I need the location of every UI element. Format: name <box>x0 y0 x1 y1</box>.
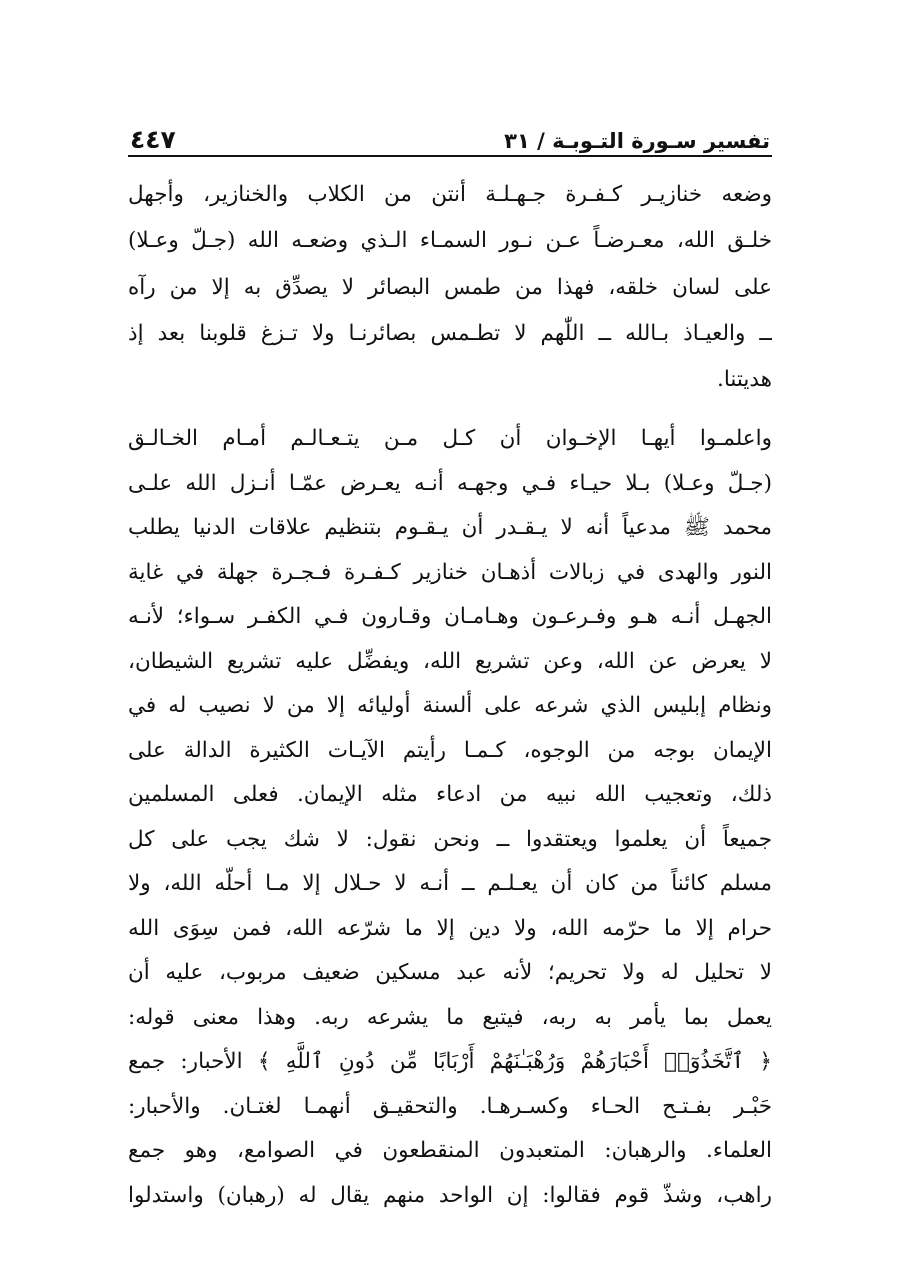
text-line: واعلمـوا أيهـا الإخـوان أن كـل مـن يتـعـالـم أمـام الخـالـق <box>128 426 772 452</box>
paragraph-1 <box>128 172 772 403</box>
text-line: خلـق الله، معـرضـاً عـن نـور السمـاء الـذي وضعـه الله (جـلّ وعـلا) <box>128 228 772 254</box>
text-line: يعمل بما يأمر به ربه، فيتبع ما يشرعه ربه. وهذا معنى قوله: <box>128 1004 772 1030</box>
text-line: حَبْـر بفـتـح الحـاء وكسـرهـا. والتحقيـق أنهمـا لغتـان. والأحبار: <box>128 1093 772 1119</box>
text-line: مسلم كائناً من كان أن يعـلـم ــ أنـه لا حـلال إلا مـا أحلّه الله، ولا <box>128 871 772 897</box>
quran-verse-line: ﴿ ٱتَّخَذُوٓا۟ أَحْبَارَهُمْ وَرُهْبَـٰنَهُمْ أَرْبَابًا مِّن دُونِ ٱللَّهِ ﴾ الأحبار: جمع <box>128 1049 772 1075</box>
text-line: راهب، وشذّ قوم فقالوا: إن الواحد منهم يقال له (رهبان) واستدلوا <box>128 1182 772 1208</box>
text-line: محمد ﷺ مدعياً أنه لا يـقـدر أن يـقـوم بتنظيم علاقات الدنيا يطلب <box>128 515 772 541</box>
body-text <box>128 172 772 1218</box>
paragraph-2 <box>128 417 772 1218</box>
header-rule <box>128 155 772 157</box>
text-line: جميعاً أن يعلموا ويعتقدوا ــ ونحن نقول: لا شك يجب على كل <box>128 826 772 852</box>
text-line: ــ والعيـاذ بـالله ــ اللّٰهم لا تطـمس بصائرنـا ولا تـزغ قلوبنا بعد إذ <box>128 320 772 346</box>
text-line: وضعه خنازيـر كـفـرة جـهـلـة أنتن من الكلاب والخنازير، وأجهل <box>128 182 772 207</box>
text-line: لا تحليل له ولا تحريم؛ لأنه عبد مسكين ضعيف مربوب، عليه أن <box>128 960 772 986</box>
text-line: ذلك، وتعجيب الله نبيه من ادعاء مثله الإيمان. فعلى المسلمين <box>128 782 772 808</box>
text-line: الإيمان بوجه من الوجوه، كـمـا رأيتم الآيـات الكثيرة الدالة على <box>128 737 772 763</box>
text-line: ونظام إبليس الذي شرعه على ألسنة أوليائه إلا من لا نصيب له في <box>128 693 772 719</box>
text-line: هديتنا. <box>717 367 772 393</box>
page-number: ٤٤٧ <box>130 125 176 154</box>
text-line: النور والهدى في زبالات أذهـان خنازير كـفـرة فـجـرة جهلة في غاية <box>128 559 772 585</box>
text-line: لا يعرض عن الله، وعن تشريع الله، ويفضِّل عليه تشريع الشيطان، <box>128 648 772 674</box>
text-line: على لسان خلقه، فهذا من طمس البصائر لا يصدِّق به إلا من رآه <box>128 274 772 300</box>
text-line: الجهـل أنـه هـو وفـرعـون وهـامـان وقـارون فـي الكفـر سـواء؛ لأنـه <box>128 604 772 630</box>
paragraph-spacer <box>128 403 772 417</box>
text-line: (جـلّ وعـلا) بـلا حيـاء فـي وجهـه أنـه يعـرض عمّـا أنـزل الله علـى <box>128 470 772 496</box>
running-title: تفسير سـورة التـوبـة / ٣١ <box>504 129 770 153</box>
text-line: العلماء. والرهبان: المتعبدون المنقطعون في الصوامع، وهو جمع <box>128 1138 772 1164</box>
running-header <box>130 112 770 152</box>
text-line: حرام إلا ما حرّمه الله، ولا دين إلا ما شرّعه الله، فمن سِوَى الله <box>128 915 772 941</box>
